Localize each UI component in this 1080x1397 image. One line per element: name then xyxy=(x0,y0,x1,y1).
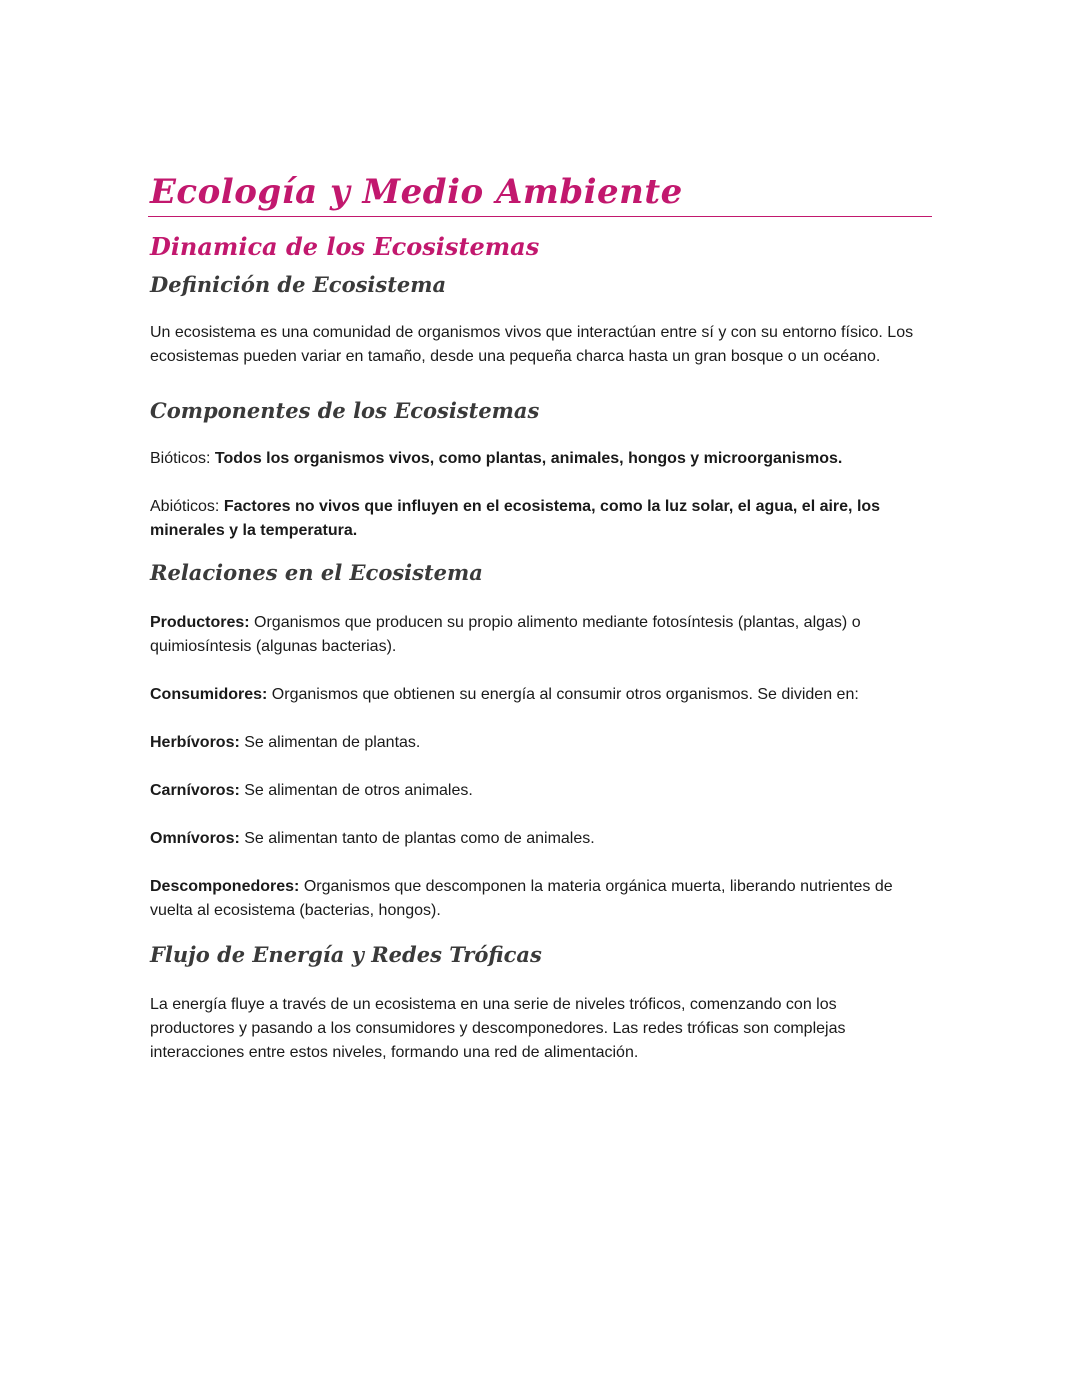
abioticos-text: Factores no vivos que influyen en el ecosistema, como la luz solar, el agua, el aire, los minerales y la temperatura. xyxy=(150,498,881,539)
herbivoros-text: Se alimentan de plantas. xyxy=(244,734,421,751)
omnivoros-item xyxy=(150,827,940,851)
bioticos-item xyxy=(150,447,940,471)
productores-label: Productores: xyxy=(150,614,250,631)
components-heading: Componentes de los Ecosistemas xyxy=(150,398,540,423)
descomponedores-item xyxy=(150,875,930,923)
abioticos-item xyxy=(150,495,890,543)
carnivoros-item xyxy=(150,779,940,803)
energy-paragraph: La energía fluye a través de un ecosistema en una serie de niveles tróficos, comenzando con los productores y pasando a los consumidores y descomponedores. Las redes tróficas son complejas interacciones entre estos niveles, formando una red de alimentación. xyxy=(150,996,846,1061)
productores-item xyxy=(150,611,910,659)
section-title: Dinamica de los Ecosistemas xyxy=(150,232,540,261)
consumidores-label: Consumidores: xyxy=(150,686,268,703)
descomponedores-text: Organismos que descomponen la materia orgánica muerta, liberando nutrientes de vuelta al ecosistema (bacterias, hongos). xyxy=(150,878,893,919)
document-page xyxy=(150,170,940,1065)
relations-heading: Relaciones en el Ecosistema xyxy=(150,560,483,585)
bioticos-label: Bióticos: xyxy=(150,450,211,467)
carnivoros-label: Carnívoros: xyxy=(150,782,240,799)
herbivoros-label: Herbívoros: xyxy=(150,734,240,751)
consumidores-item xyxy=(150,683,940,707)
abioticos-label: Abióticos: xyxy=(150,498,220,515)
descomponedores-label: Descomponedores: xyxy=(150,878,300,895)
omnivoros-text: Se alimentan tanto de plantas como de animales. xyxy=(244,830,595,847)
bioticos-text: Todos los organismos vivos, como plantas, animales, hongos y microorganismos. xyxy=(214,450,843,467)
definition-heading: Definición de Ecosistema xyxy=(150,272,447,297)
title-divider xyxy=(148,216,932,217)
carnivoros-text: Se alimentan de otros animales. xyxy=(244,782,473,799)
productores-text: Organismos que producen su propio alimento mediante fotosíntesis (plantas, algas) o quimiosíntesis (algunas bacterias). xyxy=(150,614,861,655)
energy-heading: Flujo de Energía y Redes Tróficas xyxy=(150,942,542,967)
herbivoros-item xyxy=(150,731,940,755)
page-title: Ecología y Medio Ambiente xyxy=(150,172,683,212)
definition-paragraph: Un ecosistema es una comunidad de organismos vivos que interactúan entre sí y con su entorno físico. Los ecosistemas pueden variar en tamaño, desde una pequeña charca hasta un gran bosque o un océano. xyxy=(150,324,914,365)
consumidores-text: Organismos que obtienen su energía al consumir otros organismos. Se dividen en: xyxy=(271,686,859,703)
omnivoros-label: Omnívoros: xyxy=(150,830,240,847)
